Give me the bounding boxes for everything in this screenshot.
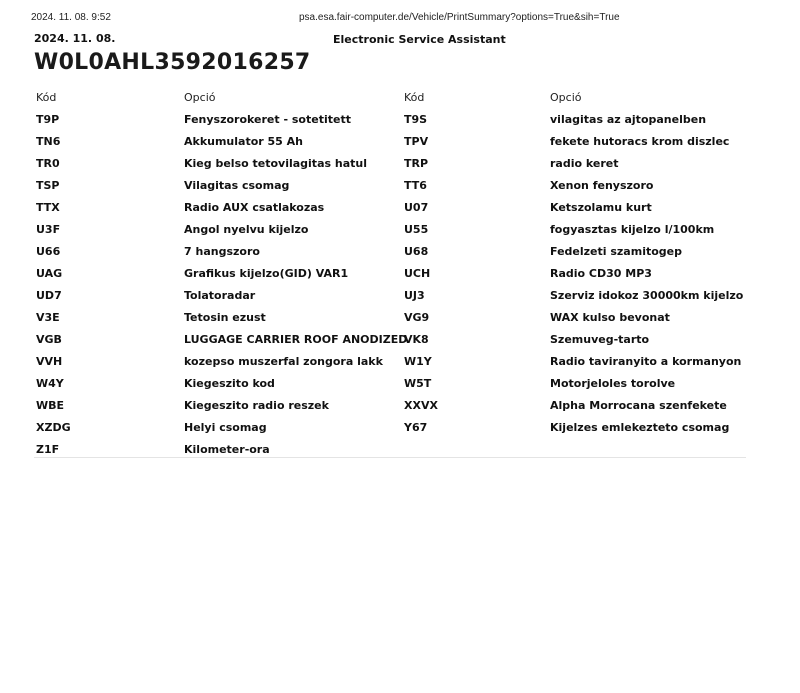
- option-left-cell: Tolatoradar: [184, 289, 256, 302]
- table-row: [34, 240, 746, 262]
- code-left-cell: VGB: [36, 333, 62, 346]
- table-row: [34, 306, 746, 328]
- option-right-cell: fekete hutoracs krom diszlec: [550, 135, 730, 148]
- option-right-cell: Kijelzes emlekezteto csomag: [550, 421, 730, 434]
- code-left-cell: TSP: [36, 179, 60, 192]
- code-left-cell: U3F: [36, 223, 61, 236]
- table-row: [34, 108, 746, 130]
- option-left-cell: Akkumulator 55 Ah: [184, 135, 304, 148]
- table-header-row: [34, 86, 746, 108]
- code-left-cell: TR0: [36, 157, 60, 170]
- code-left-cell: TN6: [36, 135, 61, 148]
- header-option-left: Opció: [184, 91, 216, 104]
- table-row: [34, 196, 746, 218]
- code-right-cell: W5T: [404, 377, 432, 390]
- option-left-cell: Radio AUX csatlakozas: [184, 201, 325, 214]
- option-right-cell: vilagitas az ajtopanelben: [550, 113, 707, 126]
- table-row: [34, 394, 746, 416]
- table-row: [34, 372, 746, 394]
- option-right-cell: Xenon fenyszoro: [550, 179, 654, 192]
- table-row: [34, 174, 746, 196]
- option-right-cell: Szemuveg-tarto: [550, 333, 650, 346]
- option-right-cell: Radio taviranyito a kormanyon: [550, 355, 742, 368]
- option-right-cell: Motorjeloles torolve: [550, 377, 676, 390]
- code-left-cell: UD7: [36, 289, 62, 302]
- option-right-cell: Fedelzeti szamitogep: [550, 245, 682, 258]
- table-row: [34, 350, 746, 372]
- option-left-cell: Helyi csomag: [184, 421, 267, 434]
- table-row: [34, 152, 746, 174]
- table-row: [34, 262, 746, 284]
- table-row: [34, 130, 746, 152]
- table-row: [34, 218, 746, 240]
- table-body: [34, 108, 746, 460]
- option-left-cell: Angol nyelvu kijelzo: [184, 223, 309, 236]
- option-left-cell: kozepso muszerfal zongora lakk: [184, 355, 383, 368]
- header-code-right: Kód: [404, 91, 425, 104]
- code-right-cell: TPV: [404, 135, 429, 148]
- option-right-cell: WAX kulso bevonat: [550, 311, 670, 324]
- option-left-cell: Kiegeszito radio reszek: [184, 399, 329, 412]
- option-right-cell: radio keret: [550, 157, 619, 170]
- table-bottom-divider: [34, 457, 746, 458]
- code-left-cell: XZDG: [36, 421, 71, 434]
- code-right-cell: UJ3: [404, 289, 425, 302]
- code-left-cell: UAG: [36, 267, 63, 280]
- option-left-cell: Tetosin ezust: [184, 311, 266, 324]
- print-url: psa.esa.fair-computer.de/Vehicle/PrintSummary?options=True&sih=True: [299, 12, 620, 23]
- code-right-cell: UCH: [404, 267, 431, 280]
- option-right-cell: Ketszolamu kurt: [550, 201, 652, 214]
- code-left-cell: WBE: [36, 399, 65, 412]
- table-row: [34, 416, 746, 438]
- option-left-cell: Kieg belso tetovilagitas hatul: [184, 157, 367, 170]
- option-left-cell: Kilometer-ora: [184, 443, 270, 456]
- option-left-cell: LUGGAGE CARRIER ROOF ANODIZED: [184, 333, 408, 346]
- table-row: [34, 284, 746, 306]
- code-right-cell: T9S: [404, 113, 428, 126]
- code-right-cell: TRP: [404, 157, 429, 170]
- option-right-cell: Radio CD30 MP3: [550, 267, 652, 280]
- vin-number: W0L0AHL3592016257: [34, 50, 311, 75]
- code-right-cell: TT6: [404, 179, 427, 192]
- code-right-cell: U07: [404, 201, 429, 214]
- print-datetime: 2024. 11. 08. 9:52: [31, 12, 111, 23]
- code-right-cell: W1Y: [404, 355, 432, 368]
- option-left-cell: Kiegeszito kod: [184, 377, 275, 390]
- document-date: 2024. 11. 08.: [34, 32, 116, 45]
- option-right-cell: Szerviz idokoz 30000km kijelzo: [550, 289, 744, 302]
- option-left-cell: 7 hangszoro: [184, 245, 260, 258]
- code-right-cell: U68: [404, 245, 429, 258]
- code-right-cell: XXVX: [404, 399, 438, 412]
- option-left-cell: Vilagitas csomag: [184, 179, 290, 192]
- code-left-cell: W4Y: [36, 377, 64, 390]
- code-left-cell: Z1F: [36, 443, 60, 456]
- option-right-cell: fogyasztas kijelzo l/100km: [550, 223, 715, 236]
- code-right-cell: Y67: [404, 421, 428, 434]
- code-right-cell: VK8: [404, 333, 429, 346]
- code-left-cell: U66: [36, 245, 61, 258]
- app-title: Electronic Service Assistant: [333, 33, 506, 46]
- option-left-cell: Fenyszorokeret - sotetitett: [184, 113, 351, 126]
- option-right-cell: Alpha Morrocana szenfekete: [550, 399, 727, 412]
- header-option-right: Opció: [550, 91, 582, 104]
- table-row: [34, 328, 746, 350]
- options-table: [34, 86, 746, 460]
- code-left-cell: T9P: [36, 113, 60, 126]
- code-right-cell: U55: [404, 223, 429, 236]
- code-left-cell: VVH: [36, 355, 63, 368]
- code-right-cell: VG9: [404, 311, 430, 324]
- code-left-cell: V3E: [36, 311, 60, 324]
- header-code-left: Kód: [36, 91, 57, 104]
- code-left-cell: TTX: [36, 201, 60, 214]
- option-left-cell: Grafikus kijelzo(GID) VAR1: [184, 267, 349, 280]
- browser-print-header: [12, 12, 788, 26]
